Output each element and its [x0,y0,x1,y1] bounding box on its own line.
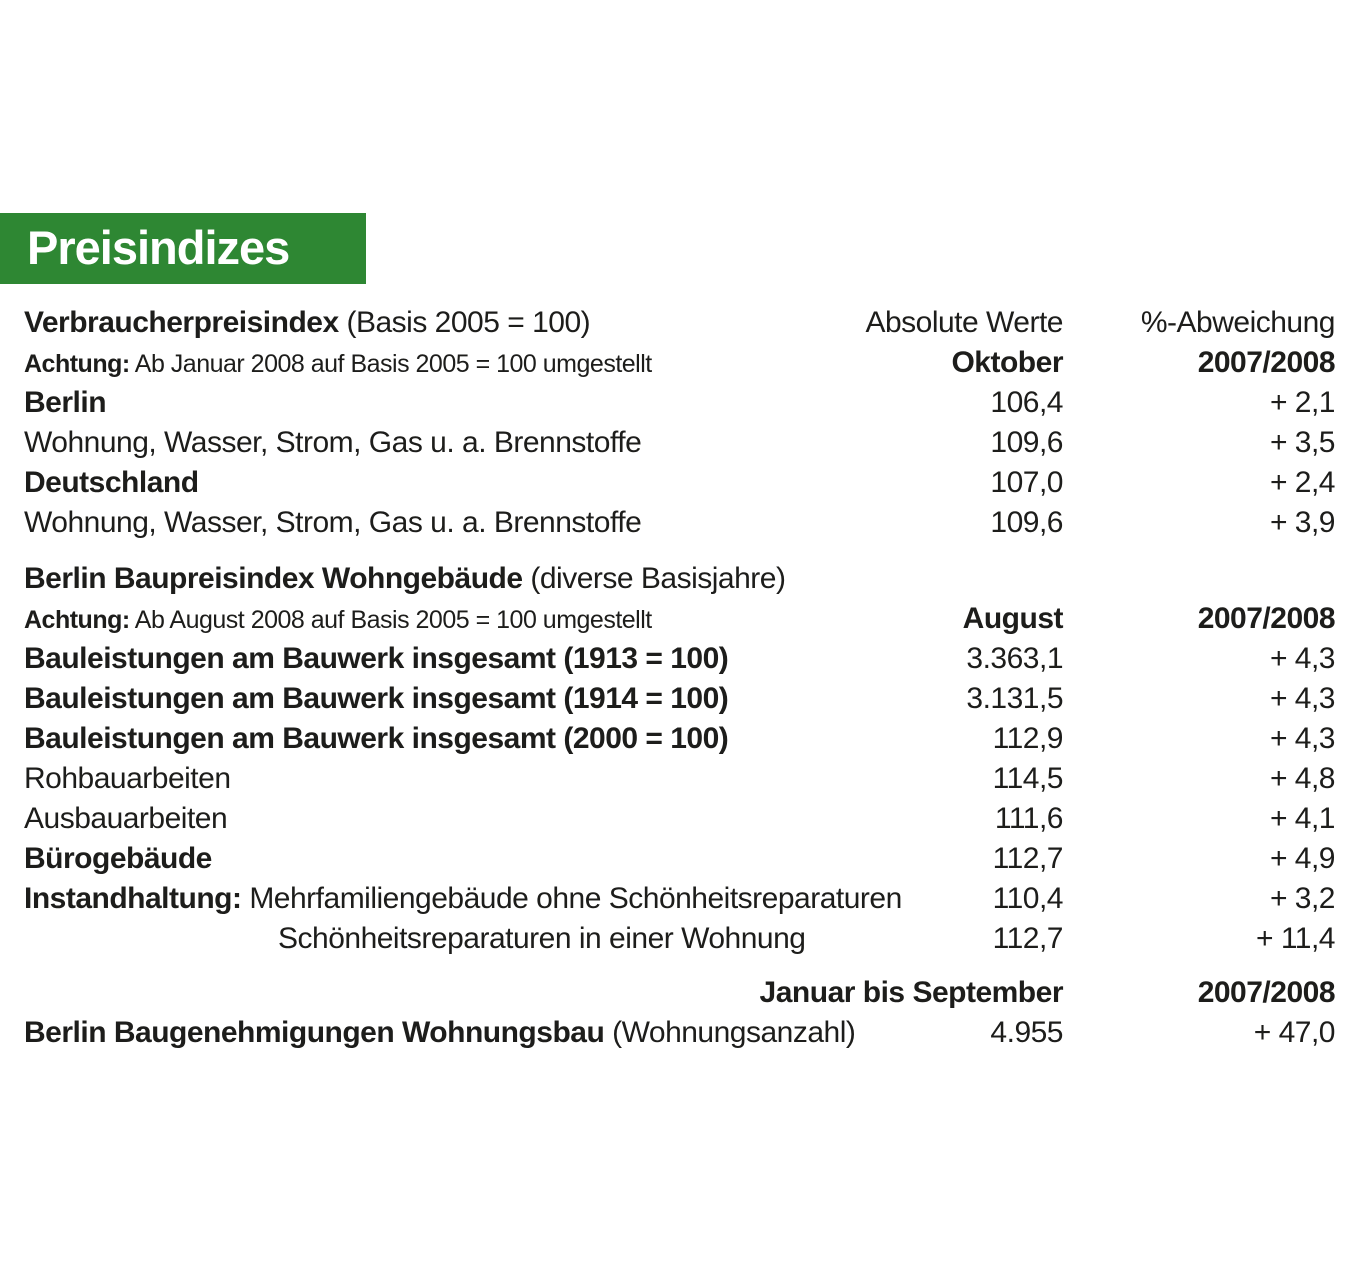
page-title-banner [0,213,366,284]
section2-pct-period: 2007/2008 [1197,602,1335,635]
section1-title [24,303,590,343]
row-pct: + 2,4 [1269,466,1335,499]
table-row-buerogebaeude [0,839,1358,879]
row-label: Wohnung, Wasser, Strom, Gas u. a. Brennstoffe [24,506,642,539]
section1-note-bold: Achtung: [24,350,130,378]
section2-title-bold: Berlin Baupreisindex Wohngebäude [24,562,523,595]
row-value: 112,7 [992,842,1063,875]
table-row-baugenehmigungen [0,1013,1358,1053]
table-row-berlin-wohnung [0,423,1358,463]
row-value: 4.955 [990,1016,1063,1049]
section2-note-text: Ab August 2008 auf Basis 2005 = 100 umgestellt [129,606,652,634]
row-value: 114,5 [992,762,1063,795]
instandhaltung-label: Instandhaltung: [24,882,242,915]
row-pct: + 11,4 [1255,922,1335,955]
row-label: Deutschland [24,466,199,499]
row-value: 111,6 [994,802,1063,835]
table-row-berlin [0,383,1358,423]
row-value: 110,4 [992,882,1063,915]
row-pct: + 4,9 [1269,842,1335,875]
row-value: 112,9 [992,722,1063,755]
instandhaltung-row1-text: Mehrfamiliengebäude ohne Schönheitsreparaturen [241,882,902,915]
row-value: 112,7 [992,922,1063,955]
row-value: 3.131,5 [966,682,1063,715]
row-pct: + 4,3 [1269,722,1335,755]
row-pct: + 3,5 [1269,426,1335,459]
section2-title [24,559,785,599]
row-label: Berlin [24,386,107,419]
row-label: Bauleistungen am Bauwerk insgesamt (1914 = 100) [24,682,729,715]
row-pct: + 2,1 [1269,386,1335,419]
row-label: Rohbauarbeiten [24,762,231,795]
page-title: Preisindizes [27,221,290,274]
table-row-bauleistungen-2000 [0,719,1358,759]
table-row-bauleistungen-1914 [0,679,1358,719]
row-pct: + 3,2 [1269,882,1335,915]
baugenehmigungen-label-bold: Berlin Baugenehmigungen Wohnungsbau [24,1016,605,1049]
section1-note [24,343,652,384]
row-label: Schönheitsreparaturen in einer Wohnung [278,922,806,955]
table-row-instandhaltung-1 [0,879,1358,919]
section3-header-row [0,973,1358,1013]
section2-note-row [0,599,1358,639]
row-label: Wohnung, Wasser, Strom, Gas u. a. Brennstoffe [24,426,642,459]
row-label: Bauleistungen am Bauwerk insgesamt (2000 = 100) [24,722,729,755]
row-pct: + 4,1 [1269,802,1335,835]
section1-header-row [0,303,1358,343]
table-row-deutschland [0,463,1358,503]
section1-period: Oktober [951,346,1063,379]
row-label [24,1013,855,1053]
row-pct: + 47,0 [1253,1016,1335,1049]
section3-pct-period: 2007/2008 [1197,976,1335,1009]
row-pct: + 4,3 [1269,682,1335,715]
table-row-rohbauarbeiten [0,759,1358,799]
table-row-bauleistungen-1913 [0,639,1358,679]
row-label: Bürogebäude [24,842,212,875]
section3-period: Januar bis September [759,976,1063,1009]
section1-title-rest: (Basis 2005 = 100) [338,306,591,339]
row-label [24,879,902,919]
row-value: 109,6 [990,426,1063,459]
section2-title-rest: (diverse Basisjahre) [522,562,786,595]
section1-title-bold: Verbraucherpreisindex [24,306,339,339]
row-value: 106,4 [990,386,1063,419]
table-row-ausbauarbeiten [0,799,1358,839]
section2-period: August [962,602,1063,635]
price-index-table [0,303,1358,1053]
section1-note-row [0,343,1358,383]
row-pct: + 4,3 [1269,642,1335,675]
table-row-deutschland-wohnung [0,503,1358,543]
section2-title-row [0,559,1358,599]
row-label: Bauleistungen am Bauwerk insgesamt (1913 = 100) [24,642,729,675]
row-value: 107,0 [990,466,1063,499]
row-pct: + 4,8 [1269,762,1335,795]
column-header-absolute-werte: Absolute Werte [865,306,1063,339]
section2-note [24,599,652,640]
row-value: 109,6 [990,506,1063,539]
baugenehmigungen-label-rest: (Wohnungsanzahl) [604,1016,856,1049]
section1-note-text: Ab Januar 2008 auf Basis 2005 = 100 umgestellt [129,350,652,378]
row-value: 3.363,1 [966,642,1063,675]
row-pct: + 3,9 [1269,506,1335,539]
row-label: Ausbauarbeiten [24,802,228,835]
section1-pct-period: 2007/2008 [1197,346,1335,379]
table-row-instandhaltung-2 [0,919,1358,959]
column-header-pct-abweichung: %-Abweichung [1140,306,1335,339]
section2-note-bold: Achtung: [24,606,130,634]
